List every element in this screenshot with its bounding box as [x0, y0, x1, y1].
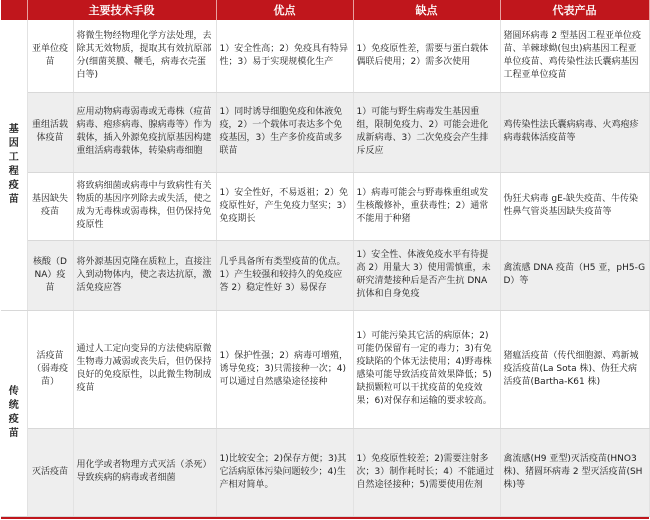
products-cell: 伪狂犬病毒 gE-缺失疫苗、牛传染性鼻气管炎基因缺失疫苗等 — [500, 172, 649, 240]
pros-cell: 几乎具备所有类型疫苗的优点。1）产生较强和较持久的免疫应答 2）稳定性好 3）易保存 — [216, 240, 353, 310]
pros-cell: 1）安全性高；2）免疫具有特异性；3）易于实现规模化生产 — [216, 20, 353, 92]
pros-cell: 1）同时诱导细胞免疫和体液免疫，2）一个载体可表达多个免疫基因，3）生产多价疫苗或多联苗 — [216, 92, 353, 172]
table-row — [1, 310, 649, 428]
table-row — [1, 240, 649, 310]
cons-cell: 1）可能污染其它活的病原体；2)可能仍保留有一定的毒力；3)有免疫缺陷的个体无法使用；4)野毒株感染可能导致活疫苗效果降低；5)缺损颗粒可以干扰疫苗的免疫效果；6)对保存和运输的要求较高。 — [353, 310, 500, 428]
header-row — [1, 0, 649, 20]
products-cell: 猪圆环病毒 2 型基因工程亚单位疫苗、羊棘球蚴(包虫)病基因工程亚单位疫苗、鸡传染性法氏囊病基因工程亚单位疫苗 — [500, 20, 649, 92]
cons-cell: 1）安全性、体液免疫水平有待提高 2）用量大 3）使用需慎重，未研究清楚接种后是否产生抗 DNA 抗体和自身免疫 — [353, 240, 500, 310]
table-row — [1, 20, 649, 92]
header-method: 主要技术手段 — [27, 0, 216, 20]
vaccine-name: 基因缺失疫苗 — [27, 172, 73, 240]
products-cell: 鸡传染性法氏囊病病毒、火鸡疱疹病毒载体活疫苗等 — [500, 92, 649, 172]
method-cell: 通过人工定向变异的方法使病原微生物毒力减弱或丧失后，但仍保持良好的免疫原性，以此微生物制成疫苗 — [73, 310, 216, 428]
vaccine-name: 灭活疫苗 — [27, 428, 73, 516]
vaccine-comparison-table — [1, 0, 650, 517]
header-products: 代表产品 — [500, 0, 649, 20]
pros-cell: 1）保护性强；2）病毒可增殖，诱导免疫；3)只需接种一次；4)可以通过自然感染途径接种 — [216, 310, 353, 428]
method-cell: 将致病细菌或病毒中与致病性有关物质的基因序列除去或失活，使之成为无毒株或弱毒株，但仍保持免疫原性 — [73, 172, 216, 240]
category-traditional: 传统疫苗 — [1, 310, 27, 516]
vaccine-name: 亚单位疫苗 — [27, 20, 73, 92]
table-row — [1, 92, 649, 172]
table-bottom-rule — [1, 517, 649, 519]
method-cell: 将微生物经物理化学方法处理，去除其无效物质，提取其有效抗原部分(细菌荚膜、鞭毛，病毒衣壳蛋白等) — [73, 20, 216, 92]
products-cell: 禽流感(H9 亚型)灭活疫苗(HNO3 株)、猪圆环病毒 2 型灭活疫苗(SH 株)等 — [500, 428, 649, 516]
vaccine-name: 活疫苗（弱毒疫苗） — [27, 310, 73, 428]
cons-cell: 1）可能与野生病毒发生基因重组，限制免疫力、2）可能会进化成新病毒、3）二次免疫会产生排斥反应 — [353, 92, 500, 172]
table-row — [1, 172, 649, 240]
header-cons: 缺点 — [353, 0, 500, 20]
products-cell: 禽流感 DNA 疫苗（H5 亚，pH5-GD）等 — [500, 240, 649, 310]
cons-cell: 1）免疫原性差，需要与蛋白载体偶联后使用；2）需多次使用 — [353, 20, 500, 92]
vaccine-name: 重组活载体疫苗 — [27, 92, 73, 172]
method-cell: 用化学或者物理方式灭活（杀死）导致疾病的病毒或者细菌 — [73, 428, 216, 516]
cons-cell: 1）病毒可能会与野毒株重组或发生核酸修补，重获毒性；2）通常不能用于种猪 — [353, 172, 500, 240]
method-cell: 将外源基因克隆在质粒上，直接注入到动物体内，使之表达抗原，激活免疫应答 — [73, 240, 216, 310]
category-genetic: 基因工程疫苗 — [1, 20, 27, 310]
header-pros: 优点 — [216, 0, 353, 20]
pros-cell: 1）安全性好，不易返祖；2）免疫原性好，产生免疫力坚实；3）免疫期长 — [216, 172, 353, 240]
method-cell: 应用动物病毒弱毒或无毒株（痘苗病毒、疱疹病毒、腺病毒等）作为载体，插入外源免疫抗原基因构建重组活病毒载体，转染病毒细胞 — [73, 92, 216, 172]
vaccine-name: 核酸（DNA）疫苗 — [27, 240, 73, 310]
cons-cell: 1）免疫原性较差；2)需要注射多次；3）制作耗时长；4）不能通过自然途径接种；5)需要使用佐剂 — [353, 428, 500, 516]
header-category — [1, 0, 27, 20]
products-cell: 猪瘟活疫苗（传代细胞源、鸡新城疫活疫苗(La Sota 株)、伪狂犬病活疫苗(Bartha-K61 株) — [500, 310, 649, 428]
table-row — [1, 428, 649, 516]
pros-cell: 1)比较安全；2)保存方便；3)其它活病原体污染问题较少；4)生产相对简单。 — [216, 428, 353, 516]
